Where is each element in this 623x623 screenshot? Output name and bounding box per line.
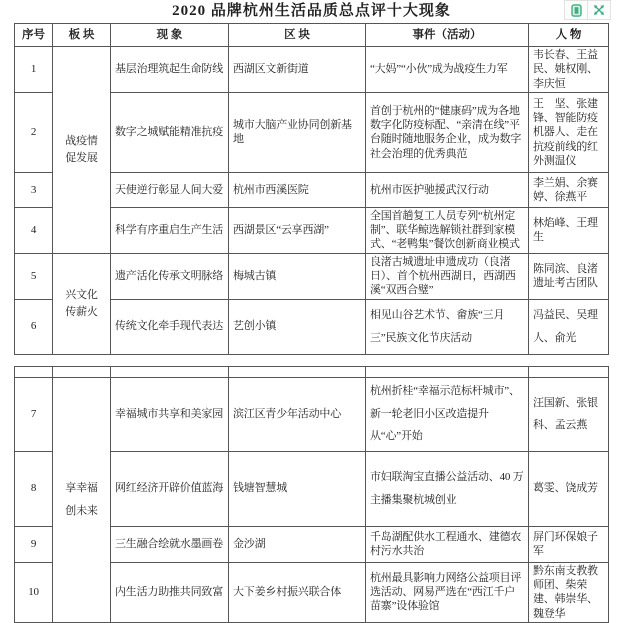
cell-serial-number: 10 bbox=[15, 562, 53, 622]
cell-phenomenon: 内生活力助推共同致富 bbox=[111, 562, 229, 622]
cell-serial-number: 1 bbox=[15, 47, 53, 93]
cell-people: 汪国新、张银科、孟云燕 bbox=[529, 377, 609, 451]
cell-serial-number: 6 bbox=[15, 299, 53, 354]
cell-section-block: 兴文化传薪火 bbox=[53, 253, 111, 354]
cell-serial-number: 7 bbox=[15, 377, 53, 451]
cell-people: 陈同滨、良渚遗址考古团队 bbox=[529, 253, 609, 299]
cell-phenomenon: 数字之城赋能精准抗疫 bbox=[111, 92, 229, 172]
cell-event: 全国首趟复工人员专列“杭州定制”、联华鲸选解锁社群到家模式、“老鸭集”餐饮创新商业模式 bbox=[366, 207, 529, 253]
cell-serial-number: 4 bbox=[15, 207, 53, 253]
cell-phenomenon: 幸福城市共享和美家园 bbox=[111, 377, 229, 451]
column-header: 区 块 bbox=[229, 24, 366, 47]
cell-district: 梅城古镇 bbox=[229, 253, 366, 299]
table-row bbox=[15, 47, 609, 93]
cell-phenomenon: 基层治理筑起生命防线 bbox=[111, 47, 229, 93]
spacer-cell bbox=[229, 366, 366, 377]
cell-district: 西湖景区“云享西湖” bbox=[229, 207, 366, 253]
cell-phenomenon: 传统文化牵手现代表达 bbox=[111, 299, 229, 354]
cell-event: 市妇联淘宝直播公益活动、40 万主播集聚杭城创业 bbox=[366, 451, 529, 526]
cell-serial-number: 2 bbox=[15, 92, 53, 172]
cell-people: 林焰峰、王理生 bbox=[529, 207, 609, 253]
cell-event: “大妈”“小伙”成为战疫生力军 bbox=[366, 47, 529, 93]
cell-event: 首创于杭州的“健康码”成为各地数字化防疫标配、“亲清在线”平台随时随地服务企业，成为数字社会治理的优秀典范 bbox=[366, 92, 529, 172]
cell-serial-number: 5 bbox=[15, 253, 53, 299]
table-gap bbox=[14, 355, 609, 366]
cell-district: 城市大脑产业协同创新基地 bbox=[229, 92, 366, 172]
cell-serial-number: 8 bbox=[15, 451, 53, 526]
spacer-cell bbox=[366, 366, 529, 377]
spacer-cell bbox=[15, 366, 53, 377]
cell-people: 韦长春、王益民、姚权刚、李庆恒 bbox=[529, 47, 609, 93]
spacer-cell bbox=[529, 366, 609, 377]
cell-section-block: 享幸福创未来 bbox=[53, 377, 111, 622]
cell-people: 黔东南支教教师团、柴荣建、韩崇华、魏登华 bbox=[529, 562, 609, 622]
mobile-preview-icon[interactable] bbox=[564, 0, 588, 20]
spacer-cell bbox=[53, 366, 111, 377]
cell-district: 金沙湖 bbox=[229, 526, 366, 562]
expand-icon[interactable] bbox=[588, 0, 611, 20]
cell-district: 艺创小镇 bbox=[229, 299, 366, 354]
cell-phenomenon: 网红经济开辟价值蓝海 bbox=[111, 451, 229, 526]
table-row bbox=[15, 253, 609, 299]
cell-people: 王 坚、张建锋、智能防疫机器人、走在抗疫前线的红外测温仪 bbox=[529, 92, 609, 172]
phenomena-table-upper bbox=[14, 23, 609, 355]
cell-people: 屏门环保娘子军 bbox=[529, 526, 609, 562]
floating-toolbar bbox=[564, 0, 611, 20]
column-header: 板 块 bbox=[53, 24, 111, 47]
cell-phenomenon: 天使逆行彰显人间大爱 bbox=[111, 172, 229, 207]
spacer-cell bbox=[111, 366, 229, 377]
column-header: 序号 bbox=[15, 24, 53, 47]
cell-district: 滨江区青少年活动中心 bbox=[229, 377, 366, 451]
cell-serial-number: 9 bbox=[15, 526, 53, 562]
cell-section-block: 战疫情促发展 bbox=[53, 47, 111, 254]
cell-event: 千岛湖配供水工程通水、建德农村污水共治 bbox=[366, 526, 529, 562]
table-row bbox=[15, 377, 609, 451]
cell-event: 相见山谷艺术节、畲族“三月三”民族文化节庆活动 bbox=[366, 299, 529, 354]
cell-event: 杭州最具影响力网络公益项目评选活动、网易严选在“西江千户苗寨”设体验馆 bbox=[366, 562, 529, 622]
cell-serial-number: 3 bbox=[15, 172, 53, 207]
column-header: 事件（活动） bbox=[366, 24, 529, 47]
column-header: 现 象 bbox=[111, 24, 229, 47]
cell-phenomenon: 遗产活化传承文明脉络 bbox=[111, 253, 229, 299]
tables-wrap bbox=[14, 23, 609, 623]
header-row bbox=[15, 24, 609, 47]
cell-people: 冯益民、吴理人、俞光 bbox=[529, 299, 609, 354]
cell-phenomenon: 三生融合绘就水墨画卷 bbox=[111, 526, 229, 562]
cell-event: 良渚古城遗址申遗成功（良渚日）、首个杭州西湖日，西湖西溪“双西合璧” bbox=[366, 253, 529, 299]
cell-district: 西湖区文新街道 bbox=[229, 47, 366, 93]
cell-district: 大下姜乡村振兴联合体 bbox=[229, 562, 366, 622]
cell-people: 葛雯、饶成芳 bbox=[529, 451, 609, 526]
cell-event: 杭州折桂“幸福示范标杆城市”、新一轮老旧小区改造提升从“心”开始 bbox=[366, 377, 529, 451]
phenomena-table-lower bbox=[14, 366, 609, 623]
cell-event: 杭州市医护驰援武汉行动 bbox=[366, 172, 529, 207]
spacer-row bbox=[15, 366, 609, 377]
cell-phenomenon: 科学有序重启生产生活 bbox=[111, 207, 229, 253]
cell-people: 李兰娟、余赛婷、徐燕平 bbox=[529, 172, 609, 207]
cell-district: 钱塘智慧城 bbox=[229, 451, 366, 526]
cell-district: 杭州市西溪医院 bbox=[229, 172, 366, 207]
column-header: 人 物 bbox=[529, 24, 609, 47]
page-title: 2020 品牌杭州生活品质总点评十大现象 bbox=[172, 3, 451, 19]
